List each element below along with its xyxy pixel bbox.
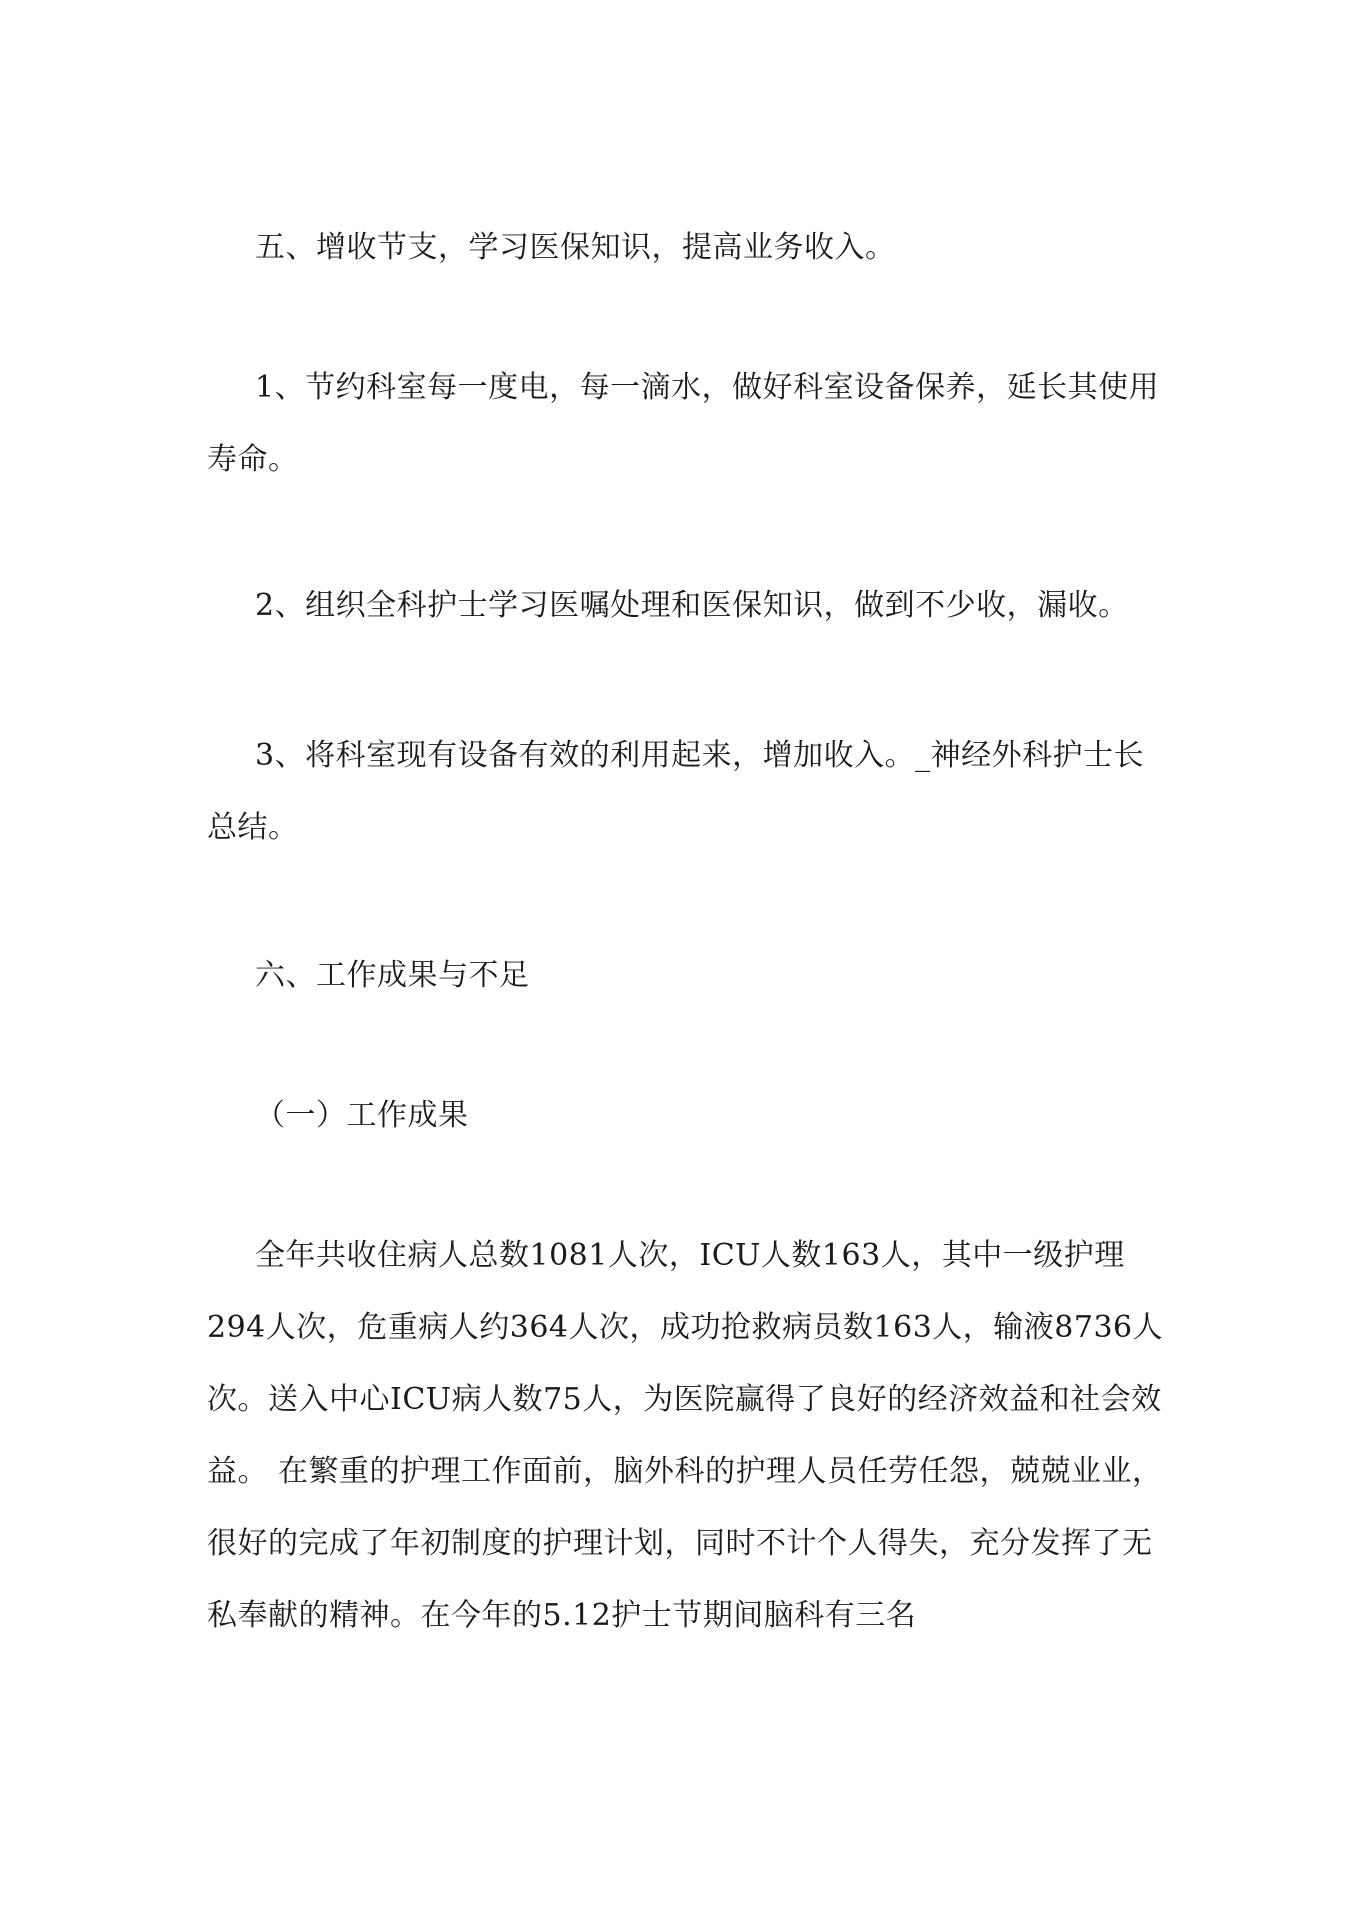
body-paragraph [207,1220,1167,1652]
list-item-2: 2、组织全科护士学习医嘱处理和医保知识，做到不少收，漏收。 [255,588,1129,623]
subsection-heading-one: （一）工作成果 [255,1098,469,1133]
section-heading-six: 六、工作成果与不足 [255,958,530,993]
list-item-3-text: 3、将科室现有设备有效的利用起来，增加收入。_神经外科护士长总结。 [207,738,1145,845]
list-item-1 [207,352,1167,496]
list-item-1-text: 1、节约科室每一度电，每一滴水，做好科室设备保养，延长其使用寿命。 [207,370,1160,477]
list-item-3 [207,720,1167,864]
section-heading-five: 五、增收节支，学习医保知识，提高业务收入。 [255,230,896,265]
body-paragraph-text: 全年共收住病人总数1081人次，ICU人数163人，其中一级护理294人次，危重病人约364人次，成功抢救病员数163人，输液8736人次。送入中心ICU病人数75人，为医院赢得了良好的经济效益和社会效益。 在繁重的护理工作面前，脑外科的护理人员任劳任怨，兢兢业业，很好的完成了年初制度的护理计划，同时不计个人得失，充分发挥了无私奉献的精神。在今年的5.12护士节期间脑科有三名 [207,1238,1164,1633]
